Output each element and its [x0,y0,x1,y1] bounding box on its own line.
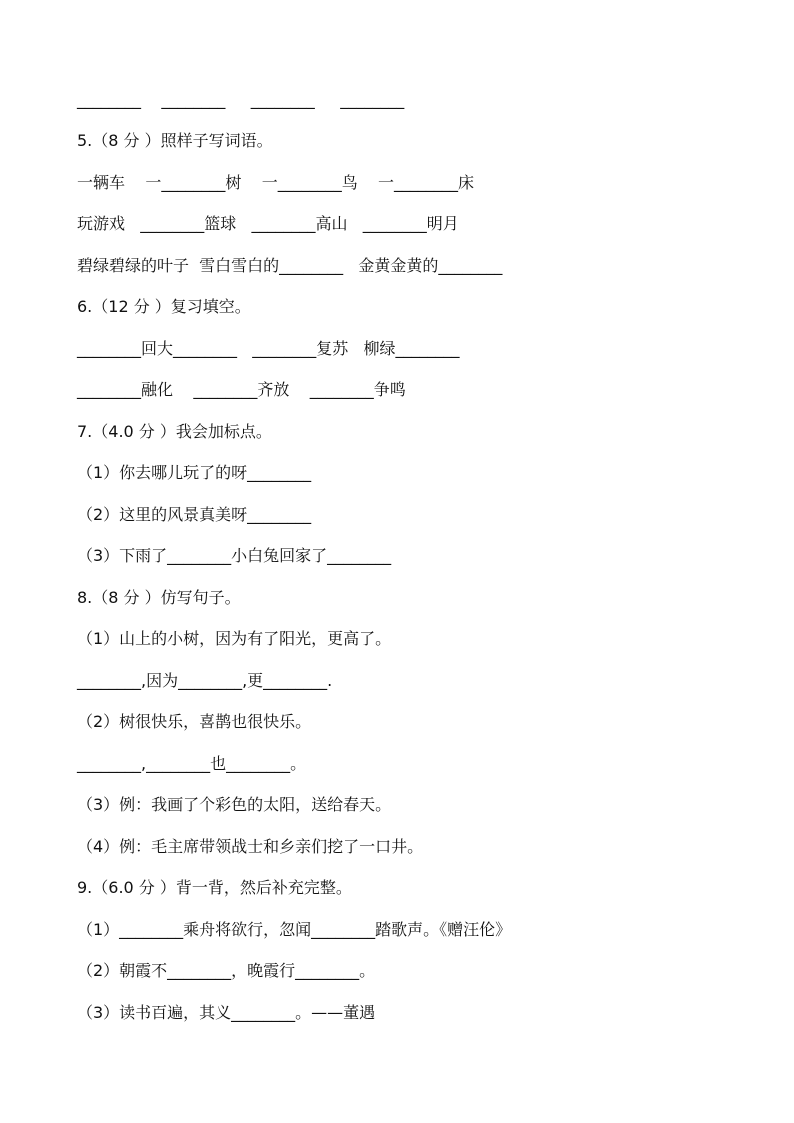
q8-heading: 8.（8 分 ）仿写句子。 [77,588,241,607]
q8-item-3: （3）例：我画了个彩色的太阳，送给春天。 [77,795,392,814]
q8-item-4: （4）例：毛主席带领战士和乡亲们挖了一口井。 [77,837,424,856]
q6-heading: 6.（12 分 ）复习填空。 [77,297,251,316]
q8-item-1: （1）山上的小树，因为有了阳光，更高了。 [77,629,392,648]
q5-line-1: 一辆车 一________树 一________鸟 一________床 [77,173,475,192]
q4-answer-blanks: ________ ________ ________ ________ [77,90,405,109]
q6-line-1: ________回大________ ________复苏 柳绿________ [77,339,460,358]
q9-heading: 9.（6.0 分 ）背一背，然后补充完整。 [77,878,352,897]
q9-item-2: （2）朝霞不________，晚霞行________。 [77,961,376,980]
q7-item-3: （3）下雨了________小白兔回家了________ [77,546,392,565]
q9-item-3: （3）读书百遍，其义________。——董遇 [77,1003,376,1022]
q5-heading: 5.（8 分 ）照样子写词语。 [77,131,273,150]
q6-line-2: ________融化 ________齐放 ________争鸣 [77,380,406,399]
q8-item-2-answer: ________,________也________。 [77,754,307,773]
q7-item-1: （1）你去哪儿玩了的呀________ [77,463,312,482]
q7-heading: 7.（4.0 分 ）我会加标点。 [77,422,272,441]
q9-item-1: （1）________乘舟将欲行，忽闻________踏歌声。《赠汪伦》 [77,920,512,939]
q7-item-2: （2）这里的风景真美呀________ [77,505,312,524]
q5-line-3: 碧绿碧绿的叶子 雪白雪白的________ 金黄金黄的________ [77,256,503,275]
q8-item-1-answer: ________,因为________,更________. [77,671,333,690]
q5-line-2: 玩游戏 ________篮球 ________高山 ________明月 [77,214,459,233]
q8-item-2: （2）树很快乐，喜鹊也很快乐。 [77,712,312,731]
